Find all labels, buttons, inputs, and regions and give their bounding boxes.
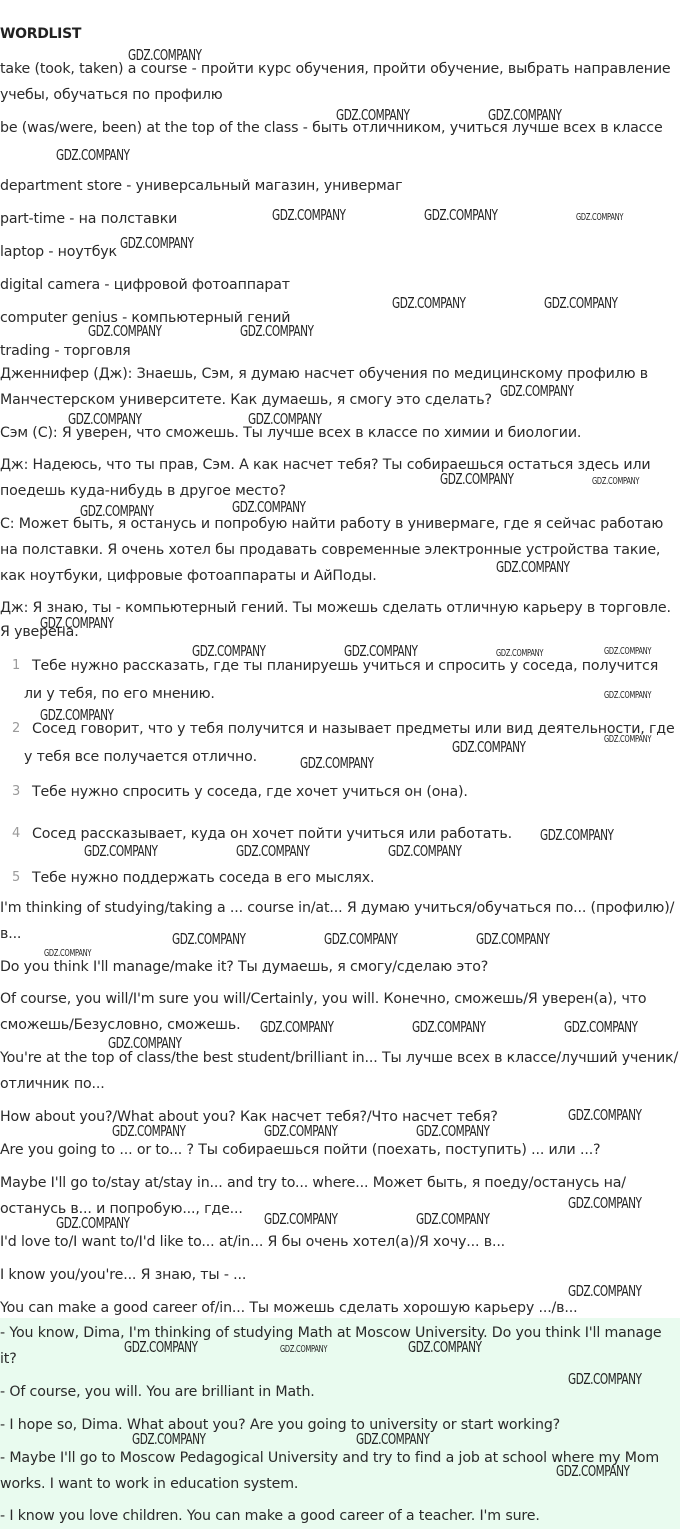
watermark: GDZ.COMPANY — [392, 294, 466, 312]
watermark: GDZ.COMPANY — [264, 1210, 338, 1228]
answer-line: - I hope so, Dima. What about you? Are you going to university or start working? — [0, 1417, 561, 1433]
watermark: GDZ.COMPANY — [108, 1034, 182, 1052]
step-item — [0, 864, 680, 892]
watermark: GDZ.COMPANY — [124, 1338, 198, 1356]
watermark: GDZ.COMPANY — [568, 1106, 642, 1124]
wordlist-entry: department store - универсальный магазин, универмаг — [0, 178, 403, 194]
step-item — [0, 778, 680, 806]
step-text: Сосед рассказывает, куда он хочет пойти учиться или работать. — [32, 826, 512, 842]
watermark: GDZ.COMPANY — [496, 558, 570, 576]
step-number: 1 — [12, 658, 21, 673]
watermark: GDZ.COMPANY — [280, 1344, 328, 1355]
phrase-line: Maybe I'll go to/stay at/stay in... and try to... where... Может быть, я поеду/останусь на/останусь в... и попробую..., где... — [0, 1175, 626, 1217]
answer-line: - Maybe I'll go to Moscow Pedagogical University and try to find a job at school where my Mom works. I want to work in education system. — [0, 1450, 660, 1492]
watermark: GDZ.COMPANY — [80, 502, 154, 520]
wordlist-entry: digital camera - цифровой фотоаппарат — [0, 277, 290, 293]
watermark: GDZ.COMPANY — [236, 842, 310, 860]
wordlist-entry: trading - торговля — [0, 343, 131, 359]
watermark: GDZ.COMPANY — [440, 470, 514, 488]
wordlist-entry: computer genius - компьютерный гений — [0, 310, 291, 326]
phrase-line: You're at the top of class/the best student/brilliant in... Ты лучше всех в классе/лучший ученик/отличник по... — [0, 1050, 679, 1092]
step-number: 3 — [12, 784, 21, 799]
wordlist-entry: be (was/were, been) at the top of the class - быть отличником, учиться лучше всех в классе — [0, 120, 663, 136]
watermark: GDZ.COMPANY — [56, 146, 130, 164]
step-item — [0, 652, 680, 708]
dialogue-line: С: Может быть, я останусь и попробую найти работу в универмаге, где я сейчас работаю на полставки. Я очень хотел бы продавать современные электронные устройства такие, как ноутбуки, цифровые фотоаппараты и АйПоды. — [0, 516, 664, 584]
watermark: GDZ.COMPANY — [232, 498, 306, 516]
watermark: GDZ.COMPANY — [388, 842, 462, 860]
step-number: 4 — [12, 826, 21, 841]
watermark: GDZ.COMPANY — [172, 930, 246, 948]
step-item — [0, 715, 680, 771]
watermark: GDZ.COMPANY — [604, 734, 652, 745]
watermark: GDZ.COMPANY — [44, 948, 92, 959]
watermark: GDZ.COMPANY — [344, 642, 418, 660]
phrase-line: I'm thinking of studying/taking a ... course in/at... Я думаю учиться/обучаться по... (профилю)/в... — [0, 900, 675, 942]
watermark: GDZ.COMPANY — [356, 1430, 430, 1448]
watermark: GDZ.COMPANY — [496, 648, 544, 659]
watermark: GDZ.COMPANY — [240, 322, 314, 340]
watermark: GDZ.COMPANY — [412, 1018, 486, 1036]
watermark: GDZ.COMPANY — [568, 1282, 642, 1300]
watermark: GDZ.COMPANY — [452, 738, 526, 756]
phrase-line: I know you/you're... Я знаю, ты - ... — [0, 1267, 247, 1283]
step-text: Сосед говорит, что у тебя получится и называет предметы или вид деятельности, где у тебя все получается отлично. — [24, 721, 675, 765]
answer-line: - I know you love children. You can make a good career of a teacher. I'm sure. — [0, 1508, 540, 1524]
watermark: GDZ.COMPANY — [40, 706, 114, 724]
watermark: GDZ.COMPANY — [488, 106, 562, 124]
watermark: GDZ.COMPANY — [336, 106, 410, 124]
watermark: GDZ.COMPANY — [192, 642, 266, 660]
watermark: GDZ.COMPANY — [132, 1430, 206, 1448]
watermark: GDZ.COMPANY — [576, 212, 624, 223]
phrase-line: Are you going to ... or to... ? Ты собираешься пойти (поехать, поступить) ... или ...? — [0, 1142, 601, 1158]
watermark: GDZ.COMPANY — [84, 842, 158, 860]
watermark: GDZ.COMPANY — [128, 46, 202, 64]
watermark: GDZ.COMPANY — [604, 646, 652, 657]
watermark: GDZ.COMPANY — [88, 322, 162, 340]
dialogue-line: Дженнифер (Дж): Знаешь, Сэм, я думаю насчет обучения по медицинскому профилю в Манчестерском университете. Как думаешь, я смогу это сделать? — [0, 366, 649, 408]
dialogue-line: Дж: Надеюсь, что ты прав, Сэм. А как насчет тебя? Ты собираешься остаться здесь или поедешь куда-нибудь в другое место? — [0, 457, 651, 499]
watermark: GDZ.COMPANY — [556, 1462, 630, 1480]
watermark: GDZ.COMPANY — [272, 206, 346, 224]
step-number: 5 — [12, 870, 21, 885]
watermark: GDZ.COMPANY — [476, 930, 550, 948]
watermark: GDZ.COMPANY — [424, 206, 498, 224]
watermark: GDZ.COMPANY — [264, 1122, 338, 1140]
step-number: 2 — [12, 721, 21, 736]
answer-line: - You know, Dima, I'm thinking of studying Math at Moscow University. Do you think I'll manage it? — [0, 1325, 662, 1367]
watermark: GDZ.COMPANY — [112, 1122, 186, 1140]
watermark: GDZ.COMPANY — [540, 826, 614, 844]
dialogue-line: Дж: Я знаю, ты - компьютерный гений. Ты можешь сделать отличную карьеру в торговле. Я уверена. — [0, 600, 671, 640]
wordlist-entry: part-time - на полставки — [0, 211, 178, 227]
watermark: GDZ.COMPANY — [248, 410, 322, 428]
watermark: GDZ.COMPANY — [120, 234, 194, 252]
watermark: GDZ.COMPANY — [260, 1018, 334, 1036]
watermark: GDZ.COMPANY — [564, 1018, 638, 1036]
watermark: GDZ.COMPANY — [40, 614, 114, 632]
wordlist-heading: WORDLIST — [0, 26, 82, 42]
wordlist-entry: take (took, taken) a course - пройти курс обучения, пройти обучение, выбрать направление учебы, обучаться по профилю — [0, 61, 671, 103]
watermark: GDZ.COMPANY — [416, 1210, 490, 1228]
watermark: GDZ.COMPANY — [300, 754, 374, 772]
watermark: GDZ.COMPANY — [544, 294, 618, 312]
phrase-line: You can make a good career of/in... Ты можешь сделать хорошую карьеру .../в... — [0, 1300, 578, 1316]
phrase-line: I'd love to/I want to/I'd like to... at/in... Я бы очень хотел(а)/Я хочу... в... — [0, 1234, 506, 1250]
dialogue-line: Сэм (С): Я уверен, что сможешь. Ты лучше всех в классе по химии и биологии. — [0, 425, 582, 441]
step-text: Тебе нужно поддержать соседа в его мыслях. — [32, 870, 375, 886]
step-item — [0, 820, 680, 848]
watermark: GDZ.COMPANY — [56, 1214, 130, 1232]
watermark: GDZ.COMPANY — [500, 382, 574, 400]
wordlist-entry: laptop - ноутбук — [0, 244, 117, 260]
watermark: GDZ.COMPANY — [416, 1122, 490, 1140]
step-text: Тебе нужно спросить у соседа, где хочет учиться он (она). — [32, 784, 468, 800]
watermark: GDZ.COMPANY — [568, 1370, 642, 1388]
answer-line: - Of course, you will. You are brilliant in Math. — [0, 1384, 315, 1400]
phrase-line: Do you think I'll manage/make it? Ты думаешь, я смогу/сделаю это? — [0, 959, 489, 975]
watermark: GDZ.COMPANY — [568, 1194, 642, 1212]
watermark: GDZ.COMPANY — [604, 690, 652, 701]
watermark: GDZ.COMPANY — [592, 476, 640, 487]
phrase-line: Of course, you will/I'm sure you will/Certainly, you will. Конечно, сможешь/Я уверен(а), что сможешь/Безусловно, сможешь. — [0, 991, 647, 1033]
watermark: GDZ.COMPANY — [408, 1338, 482, 1356]
step-text: Тебе нужно рассказать, где ты планируешь учиться и спросить у соседа, получится ли у тебя, по его мнению. — [24, 658, 659, 702]
phrase-line: How about you?/What about you? Как насчет тебя?/Что насчет тебя? — [0, 1109, 498, 1125]
watermark: GDZ.COMPANY — [68, 410, 142, 428]
watermark: GDZ.COMPANY — [324, 930, 398, 948]
